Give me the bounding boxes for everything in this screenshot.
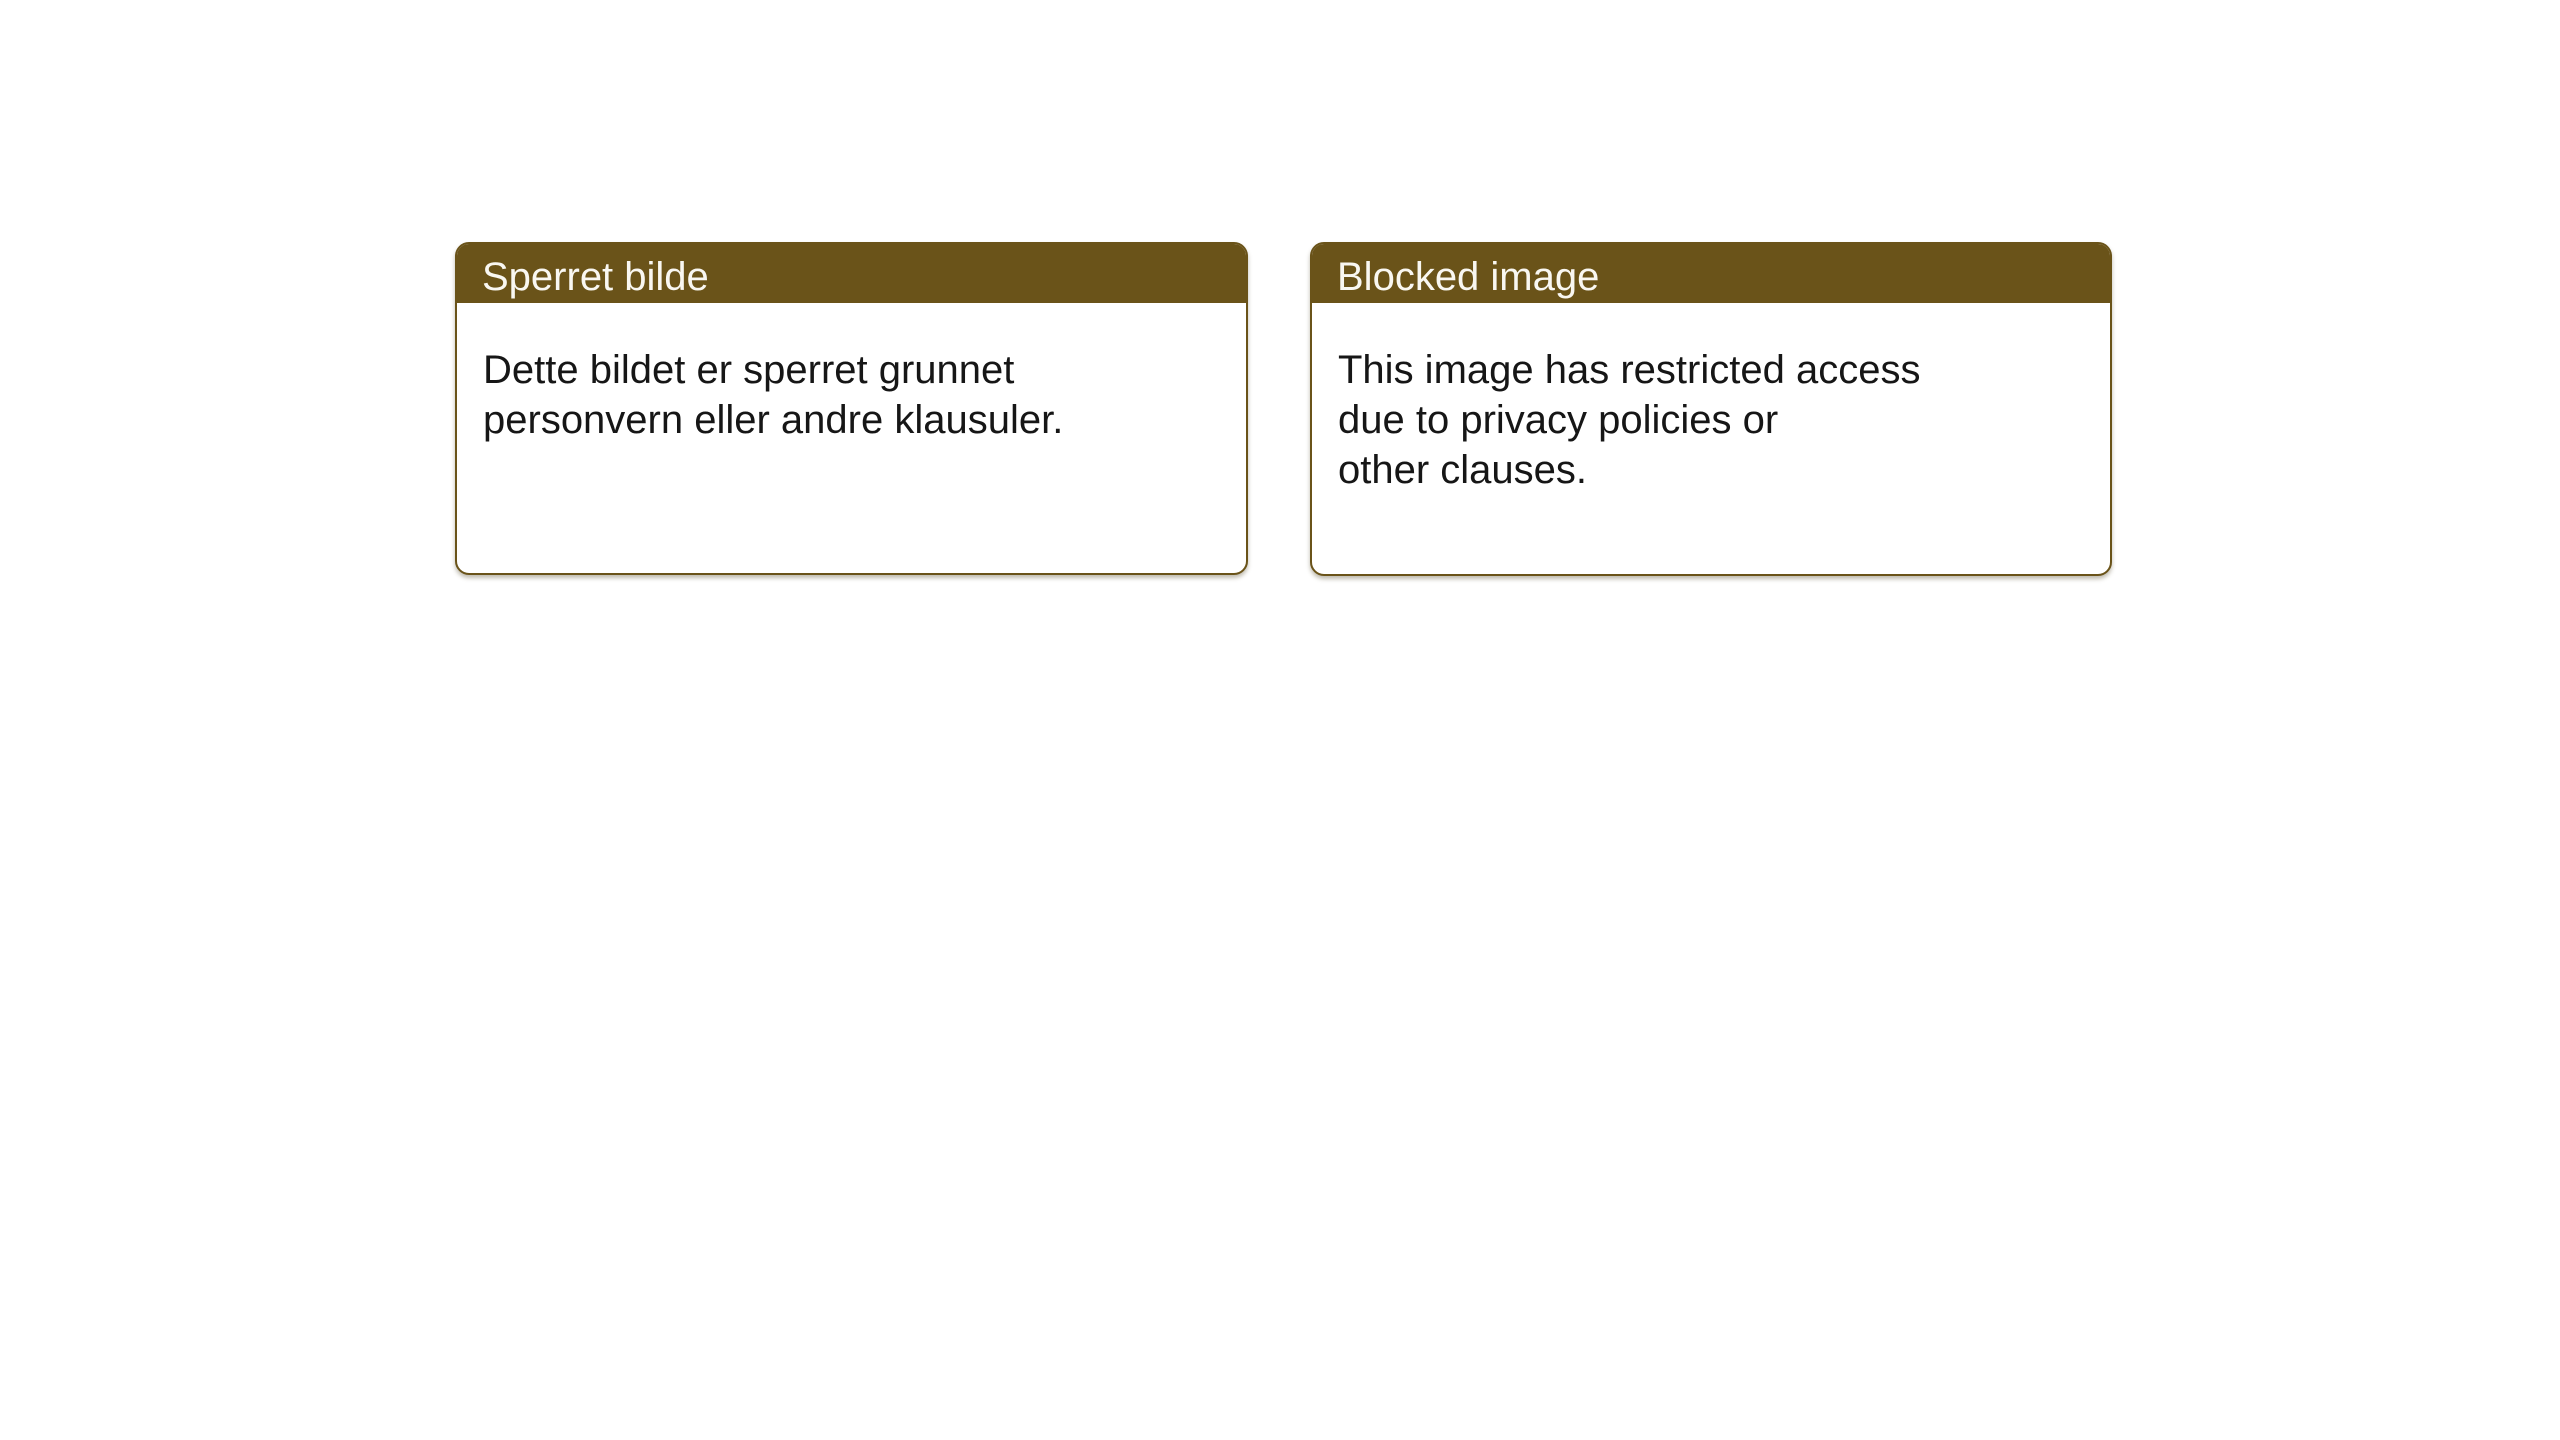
notice-header [457,244,1246,303]
notice-body-line: personvern eller andre klausuler. [483,398,1064,442]
notice-title: Sperret bilde [482,255,709,299]
blocked-image-notice-english [1310,242,2112,576]
notice-body-line: other clauses. [1338,448,1588,492]
notice-title: Blocked image [1337,255,1600,299]
notice-body-line: due to privacy policies or [1338,398,1779,442]
notice-body-line: This image has restricted access [1338,348,1921,392]
notice-body-line: Dette bildet er sperret grunnet [483,348,1015,392]
blocked-image-notice-norwegian [455,242,1248,575]
notice-body [1312,303,2110,495]
notice-body [457,303,1246,445]
notice-header [1312,244,2110,303]
